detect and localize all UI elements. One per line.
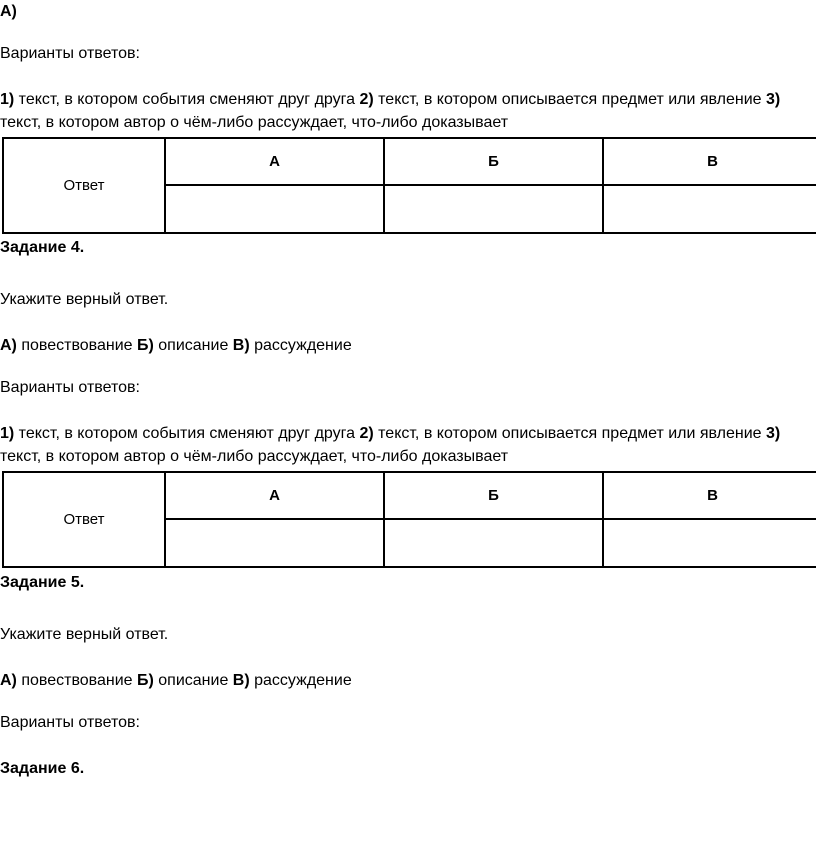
column-header-b: Б bbox=[384, 138, 603, 185]
part-a-label: А) bbox=[0, 3, 17, 20]
choice-letter: Б) bbox=[137, 672, 154, 689]
choice-text: рассуждение bbox=[249, 337, 352, 354]
column-header-v: В bbox=[603, 138, 816, 185]
options-line-continuation: текст, в котором автор о чём-либо рассуждает, что-либо доказывает bbox=[0, 448, 509, 465]
option-text: текст, в котором события сменяют друг друга bbox=[14, 425, 360, 442]
option-text: текст, в котором описывается предмет или явление bbox=[373, 91, 767, 108]
answer-row-label: Ответ bbox=[3, 138, 165, 233]
option-number: 2) bbox=[359, 91, 374, 108]
choice-letter: Б) bbox=[137, 337, 154, 354]
choice-text: повествование bbox=[16, 672, 137, 689]
choice-letter: В) bbox=[232, 672, 250, 689]
option-text: текст, в котором описывается предмет или явление bbox=[373, 425, 767, 442]
options-line bbox=[0, 90, 780, 110]
task-title: Задание 5. bbox=[0, 574, 85, 591]
choice-letter: В) bbox=[232, 337, 250, 354]
task-choices bbox=[0, 671, 352, 691]
column-header-b: Б bbox=[384, 472, 603, 519]
option-number: 1) bbox=[0, 91, 15, 108]
answer-cell-b[interactable] bbox=[384, 185, 603, 233]
answer-cell-v[interactable] bbox=[603, 519, 816, 567]
task-title: Задание 6. bbox=[0, 760, 85, 777]
variants-label: Варианты ответов: bbox=[0, 379, 140, 396]
column-header-a: А bbox=[165, 472, 384, 519]
choice-letter: А) bbox=[0, 672, 17, 689]
options-line-continuation: текст, в котором автор о чём-либо рассуждает, что-либо доказывает bbox=[0, 114, 509, 131]
answer-cell-b[interactable] bbox=[384, 519, 603, 567]
variants-label: Варианты ответов: bbox=[0, 45, 140, 62]
option-number: 3) bbox=[766, 91, 781, 108]
option-number: 3) bbox=[766, 425, 781, 442]
answer-table bbox=[2, 471, 816, 568]
choice-text: рассуждение bbox=[249, 672, 352, 689]
answer-table bbox=[2, 137, 816, 234]
variants-label: Варианты ответов: bbox=[0, 714, 140, 731]
answer-cell-a[interactable] bbox=[165, 185, 384, 233]
task-prompt: Укажите верный ответ. bbox=[0, 626, 169, 643]
column-header-v: В bbox=[603, 472, 816, 519]
answer-cell-a[interactable] bbox=[165, 519, 384, 567]
option-number: 1) bbox=[0, 425, 15, 442]
task-title: Задание 4. bbox=[0, 239, 85, 256]
task-prompt: Укажите верный ответ. bbox=[0, 291, 169, 308]
choice-letter: А) bbox=[0, 337, 17, 354]
answer-cell-v[interactable] bbox=[603, 185, 816, 233]
choice-text: описание bbox=[153, 672, 233, 689]
column-header-a: А bbox=[165, 138, 384, 185]
option-number: 2) bbox=[359, 425, 374, 442]
task-choices bbox=[0, 336, 352, 356]
option-text: текст, в котором события сменяют друг друга bbox=[14, 91, 360, 108]
options-line bbox=[0, 424, 780, 444]
choice-text: повествование bbox=[16, 337, 137, 354]
answer-row-label: Ответ bbox=[3, 472, 165, 567]
choice-text: описание bbox=[153, 337, 233, 354]
